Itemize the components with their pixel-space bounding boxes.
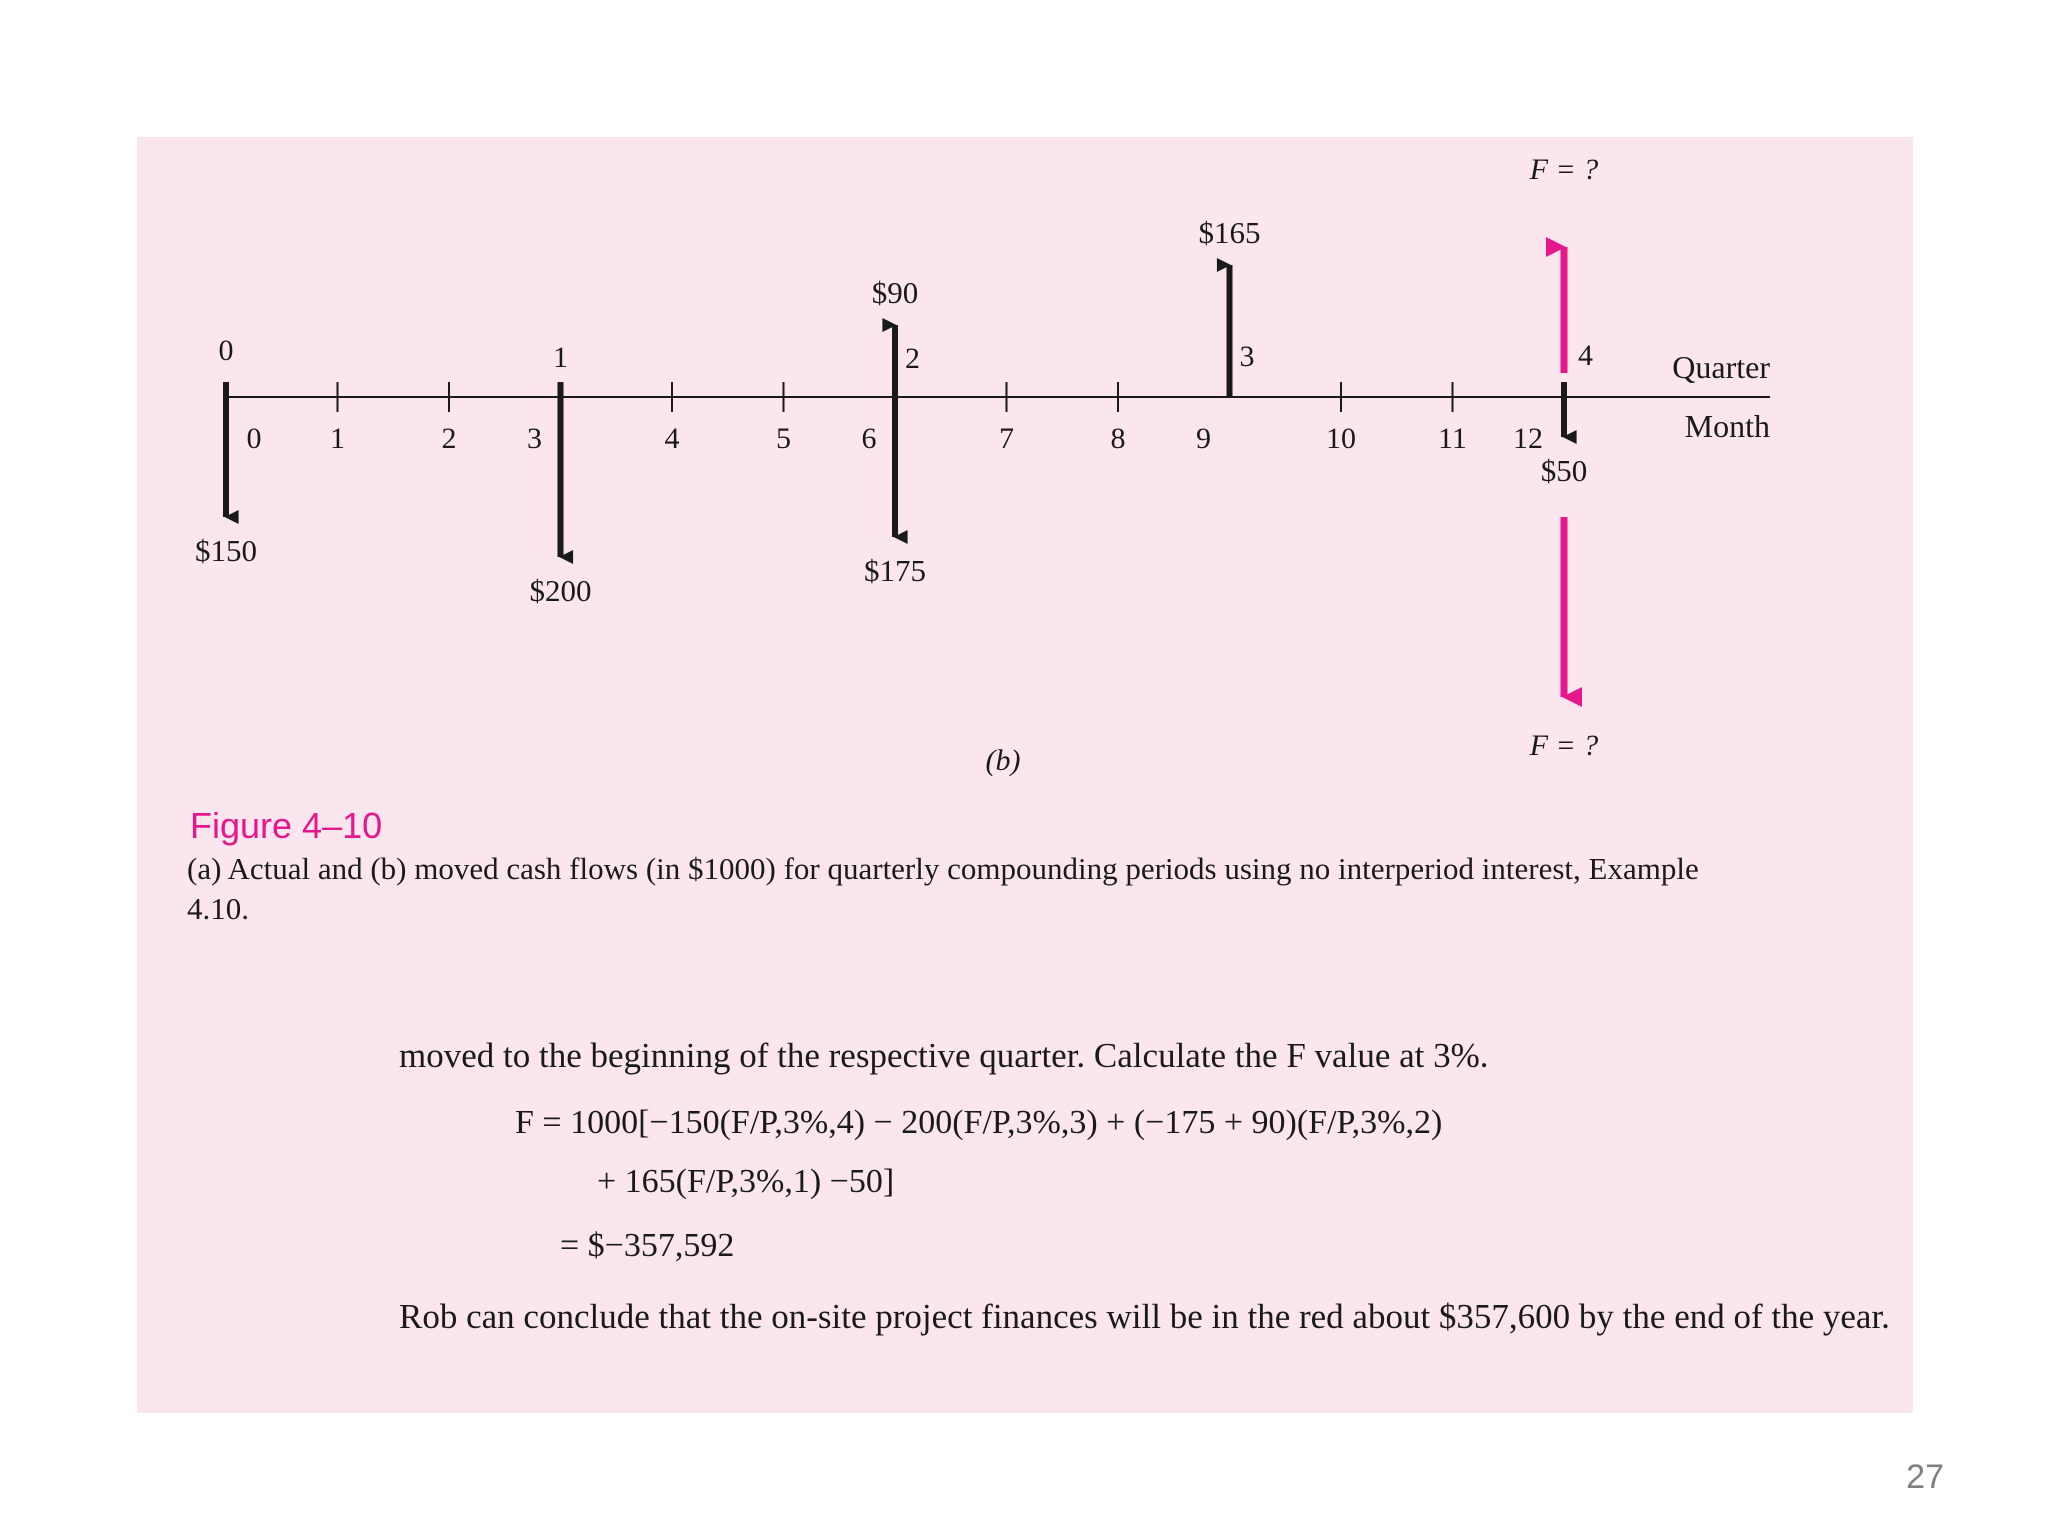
panel-label: (b) (985, 744, 1021, 777)
month-label: 3 (527, 422, 542, 455)
equation-line-3: = $−357,592 (560, 1227, 735, 1264)
month-label: 9 (1196, 422, 1211, 455)
cash-flow-label: $150 (195, 533, 257, 568)
axis-month-label: Month (1684, 408, 1770, 444)
quarter-label: 0 (218, 334, 234, 367)
month-label: 5 (776, 422, 791, 455)
future-value-label: F = ? (1529, 729, 1599, 762)
cash-flow-label: $50 (1540, 453, 1588, 488)
cash-flow-label: $175 (864, 553, 926, 588)
figure-panel (137, 137, 1913, 1413)
month-label: 1 (330, 422, 345, 455)
future-value-label: F = ? (1529, 153, 1599, 186)
month-label: 11 (1438, 422, 1467, 455)
page-number: 27 (1906, 1458, 1944, 1496)
quarter-label: 3 (1239, 340, 1255, 373)
month-label: 2 (441, 422, 457, 455)
conclusion-text: Rob can conclude that the on-site project finances will be in the red about $357,600 by the end of the year. (399, 1297, 1890, 1336)
axis-quarter-label: Quarter (1672, 349, 1770, 385)
figure-title: Figure 4–10 (190, 805, 383, 846)
month-label: 6 (861, 422, 877, 455)
cash-flow-label: $165 (1198, 215, 1261, 250)
intro-text: moved to the beginning of the respective quarter. Calculate the F value at 3%. (399, 1036, 1489, 1075)
cash-flow-arrows (195, 153, 1598, 762)
figure-caption: (a) Actual and (b) moved cash flows (in $1000) for quarterly compounding periods using no interperiod interest, Example 4.10. (187, 851, 1699, 926)
month-label: 4 (664, 422, 680, 455)
cash-flow-label: $200 (529, 573, 592, 608)
month-label: 10 (1326, 422, 1356, 455)
month-label: 0 (246, 422, 262, 455)
cash-flow-diagram (137, 137, 1913, 787)
quarter-label: 2 (905, 342, 920, 375)
quarter-label: 1 (553, 341, 568, 374)
month-label: 8 (1110, 422, 1126, 455)
month-label: 7 (999, 422, 1014, 455)
equation-line-1: F = 1000[−150(F/P,3%,4) − 200(F/P,3%,3) + (−175 + 90)(F/P,3%,2) (515, 1104, 1443, 1141)
quarter-label: 4 (1578, 339, 1593, 372)
equation-line-2: + 165(F/P,3%,1) −50] (597, 1163, 895, 1200)
cash-flow-label: $90 (871, 275, 919, 310)
month-label: 12 (1513, 422, 1543, 455)
quarter-labels (219, 334, 1594, 375)
